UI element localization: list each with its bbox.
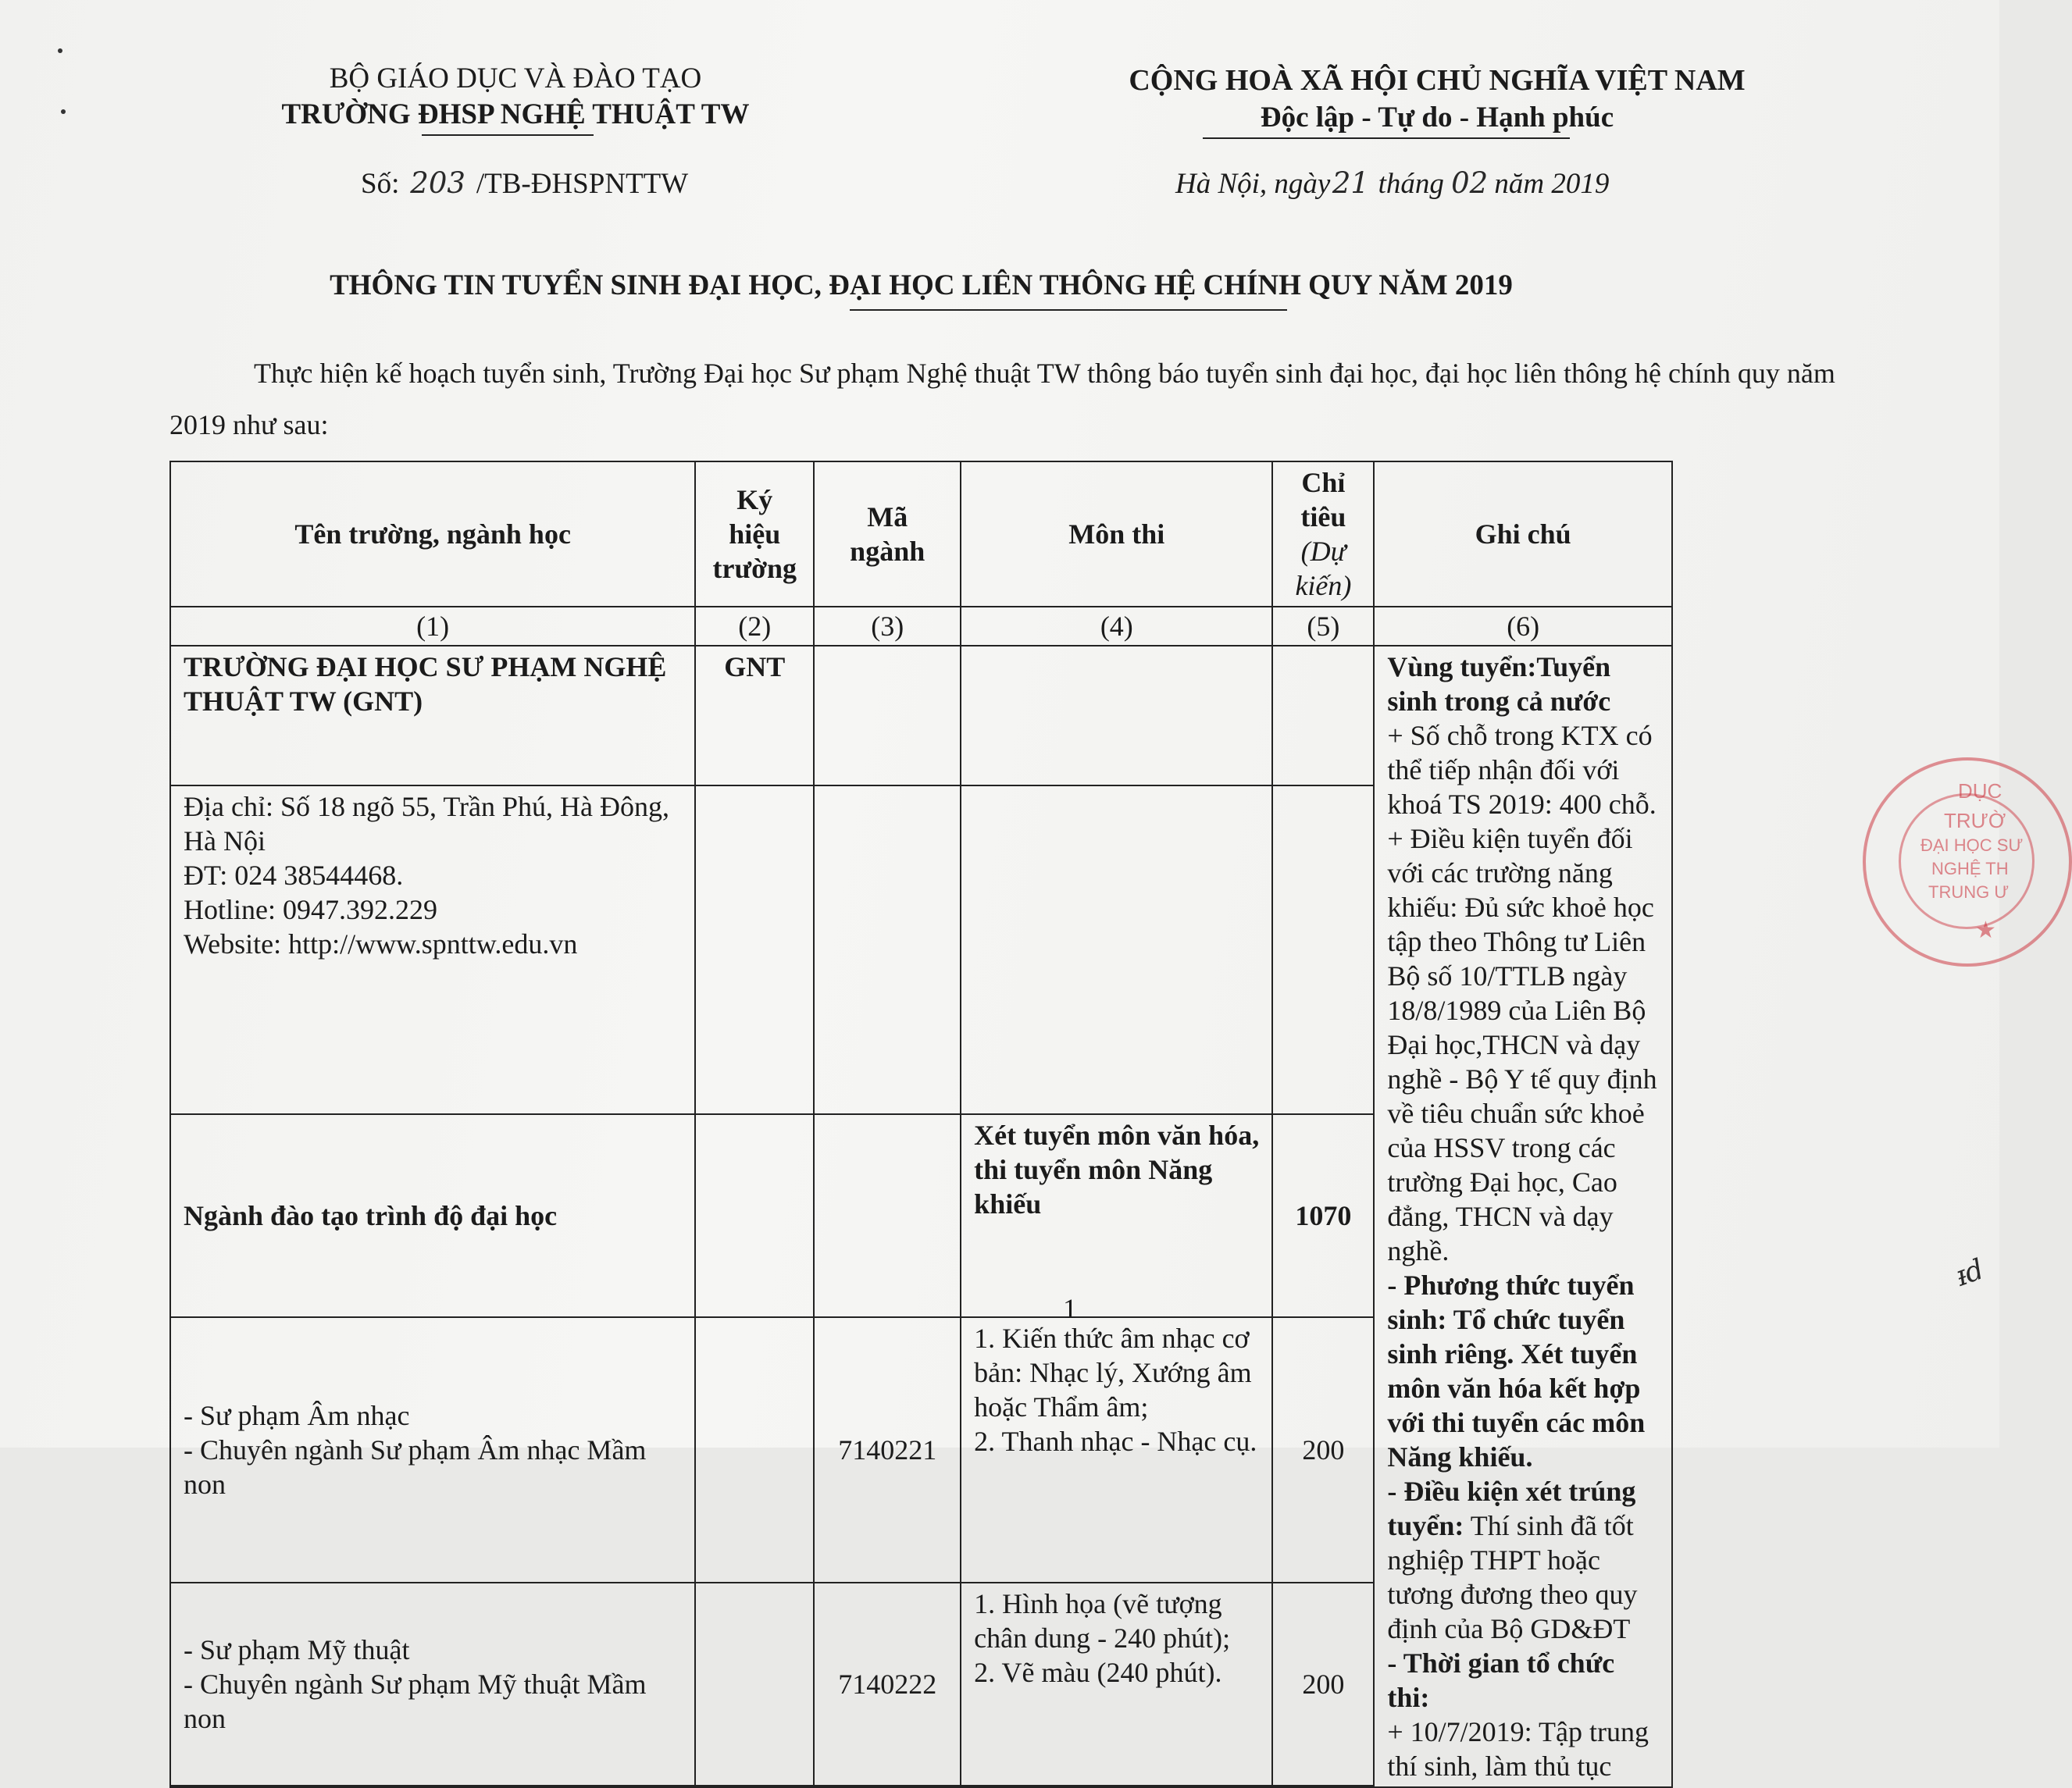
- national-motto: Độc lập - Tự do - Hạnh phúc: [1260, 102, 1614, 134]
- program-quota: 200: [1272, 1317, 1374, 1583]
- republic-name: CỘNG HOÀ XÃ HỘI CHỦ NGHĨA VIỆT NAM: [1129, 64, 1746, 97]
- subject-line: 2. Thanh nhạc - Nhạc cụ.: [974, 1425, 1257, 1457]
- program-name: [170, 1583, 695, 1786]
- red-seal-stamp: [1863, 757, 2072, 967]
- header-notes: Ghi chú: [1374, 461, 1672, 607]
- program-code: 7140222: [814, 1583, 961, 1786]
- program-name-line: - Chuyên ngành Sư phạm Âm nhạc Mầm non: [184, 1434, 647, 1501]
- col-number: (5): [1272, 607, 1374, 646]
- empty-cell: [1272, 785, 1374, 1114]
- header-left-underline: [422, 134, 594, 136]
- program-subjects: [961, 1317, 1272, 1583]
- ministry-name: BỘ GIÁO DỤC VÀ ĐÀO TẠO: [329, 62, 702, 94]
- date-prefix: Hà Nội, ngày: [1175, 168, 1331, 200]
- admission-table: [169, 461, 1673, 1788]
- program-group-name: Ngành đào tạo trình độ đại học: [170, 1114, 695, 1317]
- header-quota-note: (Dự kiến): [1295, 536, 1352, 601]
- subject-line: 1. Kiến thức âm nhạc cơ bản: Nhạc lý, Xướng âm hoặc Thẩm âm;: [974, 1322, 1252, 1423]
- doc-number-prefix: Số:: [361, 168, 400, 200]
- notes-region-value: Tuyển sinh trong cả nước: [1387, 651, 1611, 717]
- school-symbol: GNT: [695, 646, 814, 785]
- subject-line: 1. Hình họa (vẽ tượng chân dung - 240 phút);: [974, 1588, 1231, 1654]
- motto-underline: [1203, 137, 1570, 139]
- margin-dot: [61, 109, 66, 114]
- school-name-header: TRƯỜNG ĐHSP NGHỆ THUẬT TW: [281, 98, 750, 130]
- document-date: [1175, 166, 1609, 202]
- empty-cell: [961, 785, 1272, 1114]
- header-code: Mã ngành: [814, 461, 961, 607]
- notes-condition-value: Thí sinh đã tốt nghiệp THPT hoặc tương đương theo quy định của Bộ GD&ĐT: [1387, 1510, 1638, 1644]
- program-subjects: [961, 1583, 1272, 1786]
- program-group-quota: 1070: [1272, 1114, 1374, 1317]
- school-hotline: Hotline: 0947.392.229: [184, 894, 437, 926]
- empty-cell: [961, 646, 1272, 785]
- notes-health: + Điều kiện tuyển đối với các trường năng khiếu: Đủ sức khoẻ học tập theo Thông tư Liên Bộ số 10/TTLB ngày 18/8/1989 của Liên Bộ Đại học,THCN và dạy nghề - Bộ Y tế quy định về tiêu chuẩn sức khoẻ của HSSV trong các trường Đại học, Cao đẳng, THCN và dạy nghề.: [1387, 823, 1657, 1266]
- table-header-row: [170, 461, 1672, 607]
- notes-dorm: + Số chỗ trong KTX có thể tiếp nhận đối với khoá TS 2019: 400 chỗ.: [1387, 720, 1657, 820]
- title-underline: [850, 309, 1287, 311]
- program-code: 7140221: [814, 1317, 961, 1583]
- date-month-label: tháng: [1378, 168, 1444, 200]
- seal-text: ĐẠI HỌC SƯ: [1920, 835, 2024, 855]
- document-title: THÔNG TIN TUYỂN SINH ĐẠI HỌC, ĐẠI HỌC LIÊN THÔNG HỆ CHÍNH QUY NĂM 2019: [330, 269, 1513, 301]
- school-contact: [170, 785, 695, 1114]
- program-name: [170, 1317, 695, 1583]
- seal-text: TRUNG Ư: [1928, 882, 2010, 902]
- date-year: năm 2019: [1494, 168, 1610, 200]
- header-subjects: Môn thi: [961, 461, 1272, 607]
- school-row: [170, 646, 1672, 785]
- school-phone: ĐT: 024 38544468.: [184, 860, 404, 892]
- seal-text: TRƯỜ: [1944, 809, 2006, 832]
- col-number: (4): [961, 607, 1272, 646]
- empty-cell: [814, 646, 961, 785]
- notes-cell: [1374, 646, 1672, 1787]
- col-number: (1): [170, 607, 695, 646]
- empty-cell: [695, 1114, 814, 1317]
- program-name-line: - Sư phạm Âm nhạc: [184, 1400, 410, 1432]
- intro-paragraph-line1: Thực hiện kế hoạch tuyển sinh, Trường Đại học Sư phạm Nghệ thuật TW thông báo tuyển sinh đại học, đại học liên thông hệ chính quy năm: [254, 358, 1835, 389]
- page-number: 1: [1063, 1293, 1077, 1324]
- document-number: [361, 166, 688, 202]
- empty-cell: [814, 785, 961, 1114]
- school-full-name: TRƯỜNG ĐẠI HỌC SƯ PHẠM NGHỆ THUẬT TW (GNT): [170, 646, 695, 785]
- notes-method: - Phương thức tuyển sinh: Tổ chức tuyển sinh riêng. Xét tuyển môn văn hóa kết hợp với thi tuyển các môn Năng khiếu.: [1387, 1270, 1646, 1473]
- col-number: (6): [1374, 607, 1672, 646]
- intro-paragraph-line2: 2019 như sau:: [169, 409, 329, 440]
- doc-number-handwritten: 203: [410, 166, 465, 200]
- date-day-handwritten: 21: [1332, 166, 1369, 200]
- header-name: Tên trường, ngành học: [170, 461, 695, 607]
- empty-cell: [695, 1583, 814, 1786]
- subject-line: 2. Vẽ màu (240 phút).: [974, 1657, 1222, 1689]
- header-symbol: Ký hiệu trường: [695, 461, 814, 607]
- school-address: Địa chỉ: Số 18 ngõ 55, Trần Phú, Hà Đông, Hà Nội: [184, 791, 670, 857]
- empty-cell: [695, 1317, 814, 1583]
- school-website: Website: http://www.spnttw.edu.vn: [184, 928, 578, 960]
- seal-text: NGHỆ TH: [1931, 859, 2009, 878]
- seal-text: DỤC: [1958, 779, 2002, 803]
- col-number: (3): [814, 607, 961, 646]
- program-name-line: - Chuyên ngành Sư phạm Mỹ thuật Mầm non: [184, 1669, 647, 1735]
- program-name-line: - Sư phạm Mỹ thuật: [184, 1634, 410, 1666]
- date-month-handwritten: 02: [1451, 166, 1489, 200]
- column-number-row: [170, 607, 1672, 646]
- empty-cell: [1272, 646, 1374, 785]
- program-group-subjects: Xét tuyển môn văn hóa, thi tuyển môn Năng khiếu: [961, 1114, 1272, 1317]
- empty-cell: [695, 785, 814, 1114]
- empty-cell: [814, 1114, 961, 1317]
- doc-number-suffix: /TB-ĐHSPNTTW: [476, 168, 689, 200]
- notes-time-value: + 10/7/2019: Tập trung thí sinh, làm thủ tục: [1387, 1716, 1649, 1782]
- header-quota: [1272, 461, 1374, 607]
- col-number: (2): [695, 607, 814, 646]
- notes-region-label: Vùng tuyển:: [1387, 651, 1537, 682]
- notes-time-label: - Thời gian tổ chức thi:: [1387, 1647, 1615, 1713]
- program-quota: 200: [1272, 1583, 1374, 1786]
- seal-star-icon: ★: [1975, 917, 1996, 943]
- header-quota-label: Chỉ tiêu: [1300, 467, 1346, 532]
- initials-mark: ᵻd: [1952, 1253, 1988, 1293]
- margin-dot: [58, 48, 62, 53]
- notes-condition-label: - Điều kiện xét trúng tuyển:: [1387, 1476, 1636, 1541]
